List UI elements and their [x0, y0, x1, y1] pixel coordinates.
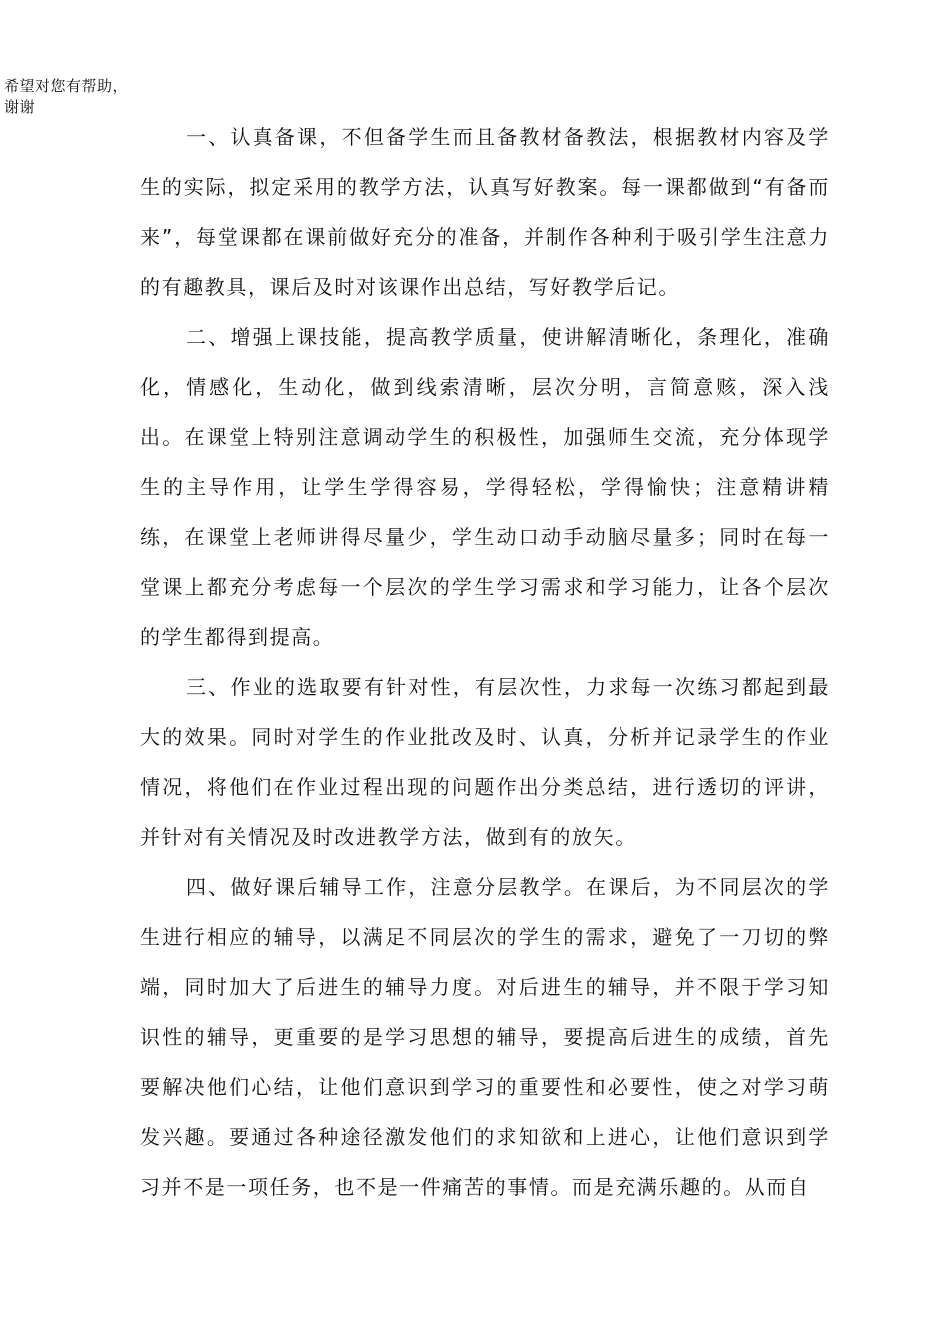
paragraph-3: 三、作业的选取要有针对性，有层次性，力求每一次练习都起到最大的效果。同时对学生的作业批改及时、认真，分析并记录学生的作业情况，将他们在作业过程出现的问题作出分类总结，进行透切的评讲，并针对有关情况及时改进教学方法，做到有的放矢。: [140, 675, 830, 849]
header-note-line-2: 谢谢: [4, 98, 36, 116]
paragraph-4: 四、做好课后辅导工作，注意分层教学。在课后，为不同层次的学生进行相应的辅导，以满足不同层次的学生的需求，避免了一刀切的弊端，同时加大了后进生的辅导力度。对后进生的辅导，并不限于学习知识性的辅导，更重要的是学习思想的辅导，要提高后进生的成绩，首先要解决他们心结，让他们意识到学习的重要性和必要性，使之对学习萌发兴趣。要通过各种途径激发他们的求知欲和上进心，让他们意识到学习并不是一项任务，也不是一件痛苦的事情。而是充满乐趣的。从而自: [140, 875, 830, 1199]
paragraph-2: 二、增强上课技能，提高教学质量，使讲解清晰化，条理化，准确化，情感化，生动化，做到线索清晰，层次分明，言简意赅，深入浅出。在课堂上特别注意调动学生的积极性，加强师生交流，充分体现学生的主导作用，让学生学得容易，学得轻松，学得愉快；注意精讲精练，在课堂上老师讲得尽量少，学生动口动手动脑尽量多；同时在每一堂课上都充分考虑每一个层次的学生学习需求和学习能力，让各个层次的学生都得到提高。: [140, 325, 830, 649]
header-note-line-1: 希望对您有帮助，: [4, 77, 129, 95]
document-body: [140, 112, 830, 1212]
paragraph-1: 一、认真备课，不但备学生而且备教材备教法，根据教材内容及学生的实际，拟定采用的教学方法，认真写好教案。每一课都做到“有备而来”，每堂课都在课前做好充分的准备，并制作各种利于吸引学生注意力的有趣教具，课后及时对该课作出总结，写好教学后记。: [140, 125, 830, 299]
header-note: [4, 76, 128, 118]
